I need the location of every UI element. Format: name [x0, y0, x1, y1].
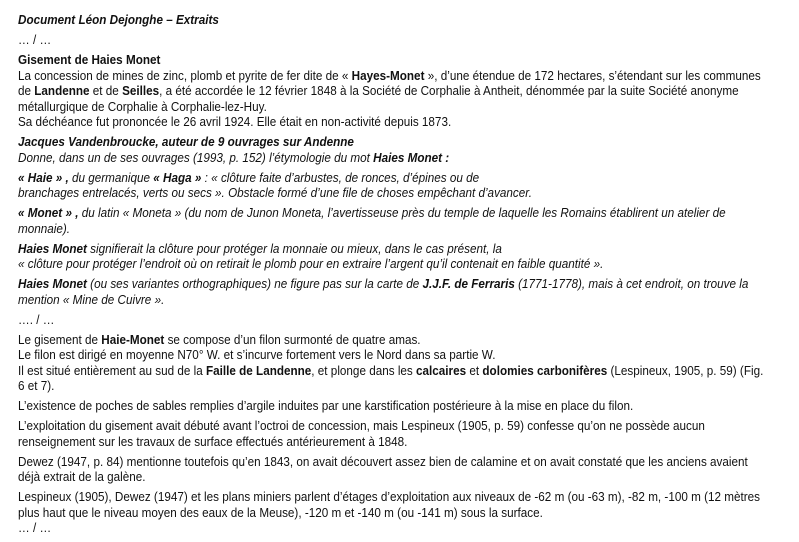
ellipsis-marker [18, 312, 792, 328]
text-run: L’exploitation du gisement avait débuté avant l’octroi de concession, mais Lespineux (1905, p. 59) confesse qu’on ne possède aucun [18, 418, 705, 433]
text-line [18, 241, 792, 257]
text-line [18, 505, 792, 521]
text-line [18, 276, 792, 292]
text-run: Le gisement de [18, 331, 102, 347]
text-line [18, 170, 792, 186]
text-run: du latin « Moneta » (du nom de Junon Moneta, l’avertisseuse près du temple de laquelle les Romains établirent un atelier de [78, 205, 726, 220]
text-line [18, 114, 792, 130]
vandenbroucke-intro [18, 134, 792, 165]
text-run: , et plonge dans les [311, 362, 417, 378]
text-run: Sa déchéance fut prononcée le 26 avril 1924. Elle était en non-activité depuis 1873. [18, 114, 452, 129]
text-run: (Lespineux, 1905, p. 59) (Fig. [607, 362, 764, 378]
exploitation-paragraph [18, 418, 792, 449]
bold-text: Jacques Vandenbroucke, auteur de 9 ouvrages sur Andenne [18, 134, 354, 149]
monet-etymology [18, 205, 792, 236]
bold-text: J.J.F. de Ferraris [422, 276, 515, 291]
text-run: Lespineux (1905), Dewez (1947) et les plans miniers parlent d’étages d’exploitation aux niveaux de -62 m (ou -63 m), -82 m, -100 m (12 mètres [18, 489, 761, 504]
text-run: L’existence de poches de sables remplies d’argile induites par une karstification postérieure à la mise en place du filon. [18, 398, 634, 413]
text-line [18, 363, 792, 379]
gisement-section [18, 52, 792, 130]
dewez-paragraph [18, 454, 792, 485]
haies-monet-meaning [18, 241, 792, 272]
text-run: (ou ses variantes orthographiques) ne figure pas sur la carte de [86, 276, 423, 291]
text-line [18, 221, 792, 237]
ferraris-note [18, 276, 792, 307]
bold-text: « Haie » , [18, 169, 69, 185]
text-line [18, 434, 792, 450]
text-line [18, 520, 792, 536]
text-run: Donne, dans un de ses ouvrages (1993, p. 152) l’étymologie du mot [18, 149, 374, 165]
text-line [18, 418, 792, 434]
text-line [18, 12, 792, 28]
text-line [18, 52, 792, 68]
bold-text: dolomies carbonifères [482, 362, 608, 378]
text-line [18, 312, 792, 328]
haie-etymology [18, 170, 792, 201]
bold-text: Landenne [34, 83, 90, 98]
text-run: Il est situé entièrement au sud de la [18, 362, 206, 378]
text-line [18, 83, 792, 99]
text-line [18, 185, 792, 201]
text-line [18, 489, 792, 505]
text-run: Le filon est dirigé en moyenne N70° W. et s’incurve fortement vers le Nord dans sa partie W. [18, 347, 496, 362]
text-line [18, 378, 792, 394]
text-line [18, 150, 792, 166]
bold-text: Seilles [122, 83, 160, 98]
text-line [18, 205, 792, 221]
document-body [18, 12, 792, 540]
bold-text: Haie-Monet [101, 331, 165, 347]
text-line [18, 454, 792, 470]
text-line [18, 292, 792, 308]
text-line [18, 134, 792, 150]
text-run: … / … [18, 32, 52, 47]
text-run: Dewez (1947, p. 84) mentionne toutefois qu’en 1843, on avait découvert assez bien de calamine et on avait constaté que les anciens avaient [18, 453, 748, 469]
text-run: , a été accordée le 12 février 1848 à la Société de Corphalie à Antheit, dénommée par la suite Société anonyme [159, 83, 739, 98]
text-run: métallurgique de Corphalie à Corphalie-lez-Huy. [18, 98, 267, 114]
document-title [18, 12, 792, 28]
gisement-description [18, 332, 792, 394]
text-run: monnaie). [18, 220, 71, 236]
levels-paragraph [18, 489, 792, 536]
bold-text: Haies Monet [18, 276, 87, 291]
text-run: …. / … [18, 311, 55, 327]
text-run: déjà extrait de la galène. [18, 469, 146, 484]
text-run: se compose d’un filon surmonté de quatre amas. [164, 331, 421, 347]
bold-text: Gisement de Haies Monet [18, 52, 161, 67]
text-run: de [18, 83, 35, 98]
text-run: plus haut que le niveau moyen des eaux de la Meuse), -120 m et -140 m (ou -141 m) sous la surface. [18, 504, 543, 520]
text-run: (1771-1778), mais à cet endroit, on trouve la [514, 276, 749, 291]
text-run: », d’une étendue de 172 hectares, s’étendant sur les communes [424, 67, 761, 83]
text-line [18, 398, 792, 414]
text-line [18, 32, 792, 48]
bold-text: « Monet » , [18, 205, 79, 220]
bold-text: Haies Monet : [373, 149, 450, 165]
bold-text: Hayes-Monet [351, 67, 425, 83]
text-run: La concession de mines de zinc, plomb et pyrite de fer dite de « [18, 67, 352, 83]
text-run: … / … [18, 520, 52, 535]
text-run: 6 et 7). [18, 378, 55, 393]
bold-text: Haies Monet [18, 240, 87, 256]
text-run: « clôture pour protéger l’endroit où on retirait le plomb pour en extraire l’argent qu’il contenait en faible quantité ». [18, 256, 604, 271]
text-run: renseignement sur les travaux de surface effectués antérieurement à 1848. [18, 433, 408, 449]
text-line [18, 256, 792, 272]
text-line [18, 99, 792, 115]
text-run: mention « Mine de Cuivre ». [18, 291, 165, 307]
bold-text: « Haga » [153, 169, 202, 185]
text-run: du germanique [68, 169, 154, 185]
text-line [18, 347, 792, 363]
text-run: branchages entrelacés, verts ou secs ». Obstacle formé d’une file de choses empêchant d’avancer. [18, 185, 533, 200]
bold-text: Document Léon Dejonghe – Extraits [18, 12, 219, 27]
text-line [18, 469, 792, 485]
bold-text: Faille de Landenne [205, 362, 312, 378]
text-run: : « clôture faite d’arbustes, de ronces, d’épines ou de [201, 169, 480, 185]
text-line [18, 68, 792, 84]
ellipsis-marker [18, 32, 792, 48]
text-run: et [466, 362, 483, 378]
karst-paragraph [18, 398, 792, 414]
text-run: et de [89, 83, 123, 98]
text-run: signifierait la clôture pour protéger la monnaie ou mieux, dans le cas présent, la [86, 240, 502, 256]
text-line [18, 332, 792, 348]
bold-text: calcaires [416, 362, 467, 378]
